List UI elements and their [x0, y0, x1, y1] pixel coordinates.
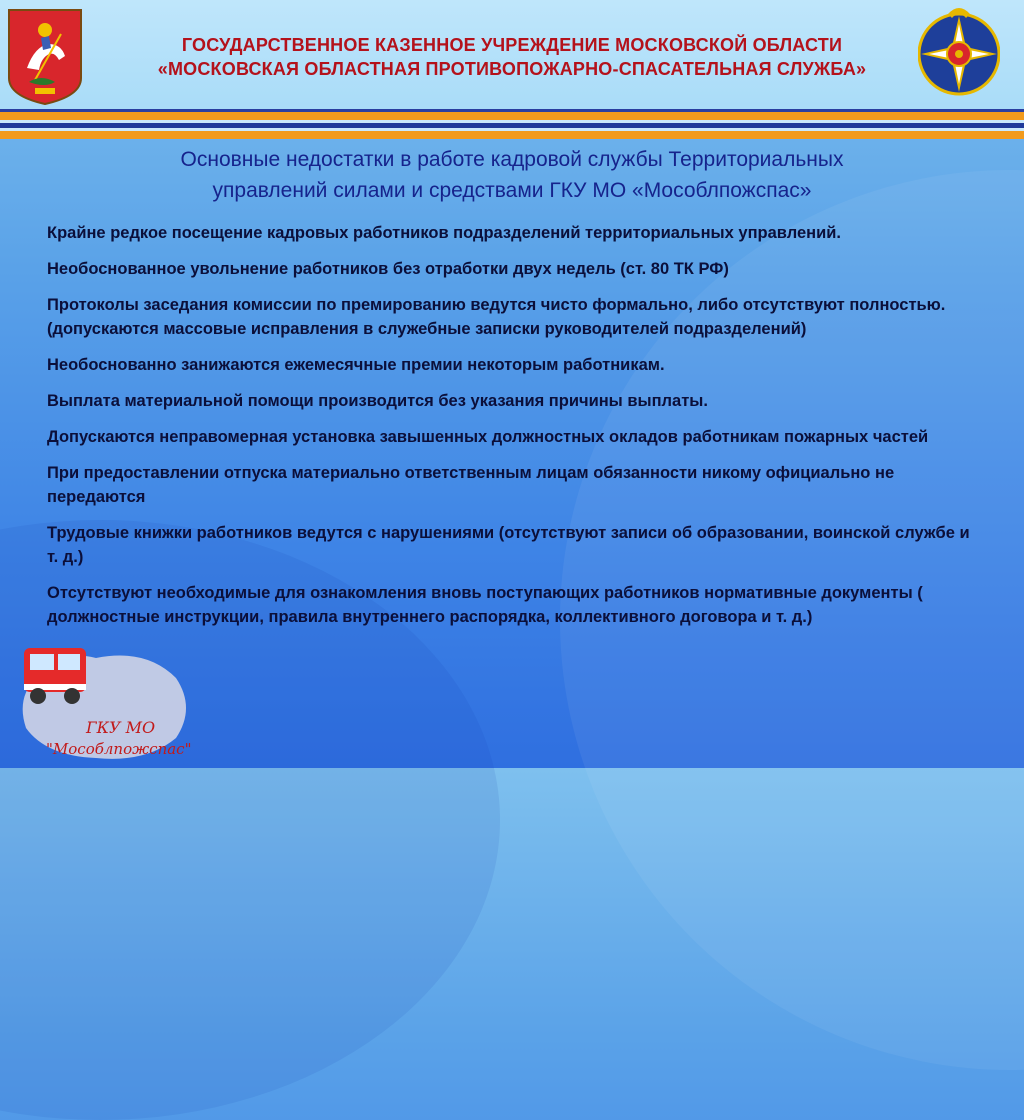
header-divider-stripes	[0, 109, 1024, 139]
list-item: Необоснованно занижаются ежемесячные премии некоторым работникам.	[47, 356, 665, 374]
list-item: Необоснованное увольнение работников без отработки двух недель (ст. 80 ТК РФ)	[47, 260, 729, 278]
organization-title	[120, 33, 904, 81]
list-item: Выплата материальной помощи производится без указания причины выплаты.	[47, 392, 708, 410]
logo-caption-line1: ГКУ МО	[86, 718, 156, 737]
slide-title	[40, 144, 984, 206]
list-item: Крайне редкое посещение кадровых работников подразделений территориальных управлений.	[47, 224, 841, 242]
moscow-oblast-coat-of-arms-icon	[5, 8, 85, 106]
logo-caption-line2: "Мособлпожспас"	[46, 740, 192, 758]
list-item: При предоставлении отпуска материально ответственным лицам обязанности никому официально не передаются	[47, 464, 895, 506]
list-item: Трудовые книжки работников ведутся с нарушениями (отсутствуют записи об образовании, воинской службе и т. д.)	[47, 524, 970, 566]
slide-title-line2: управлений силами и средствами ГКУ МО «Мособлпожспас»	[212, 179, 812, 202]
fire-rescue-emblem-icon	[918, 2, 1000, 106]
list-item: Допускаются неправомерная установка завышенных должностных окладов работникам пожарных частей	[47, 428, 929, 446]
organization-title-line2: «МОСКОВСКАЯ ОБЛАСТНАЯ ПРОТИВОПОЖАРНО-СПАСАТЕЛЬНАЯ СЛУЖБА»	[157, 59, 867, 79]
organization-title-line1: ГОСУДАРСТВЕННОЕ КАЗЕННОЕ УЧРЕЖДЕНИЕ МОСКОВСКОЙ ОБЛАСТИ	[181, 35, 843, 55]
list-item: Протоколы заседания комиссии по премированию ведутся чисто формально, либо отсутствуют полностью. (допускаются массовые исправления в служебные записки руководителей подразделений)	[47, 296, 946, 338]
list-item: Отсутствуют необходимые для ознакомления вновь поступающих работников нормативные документы ( должностные инструкции, правила внутреннего распорядка, коллективного договора и т. д.)	[47, 584, 923, 626]
deficiency-list	[47, 221, 982, 641]
header-banner	[0, 0, 1024, 110]
slide-title-line1: Основные недостатки в работе кадровой службы Территориальных	[180, 148, 844, 171]
